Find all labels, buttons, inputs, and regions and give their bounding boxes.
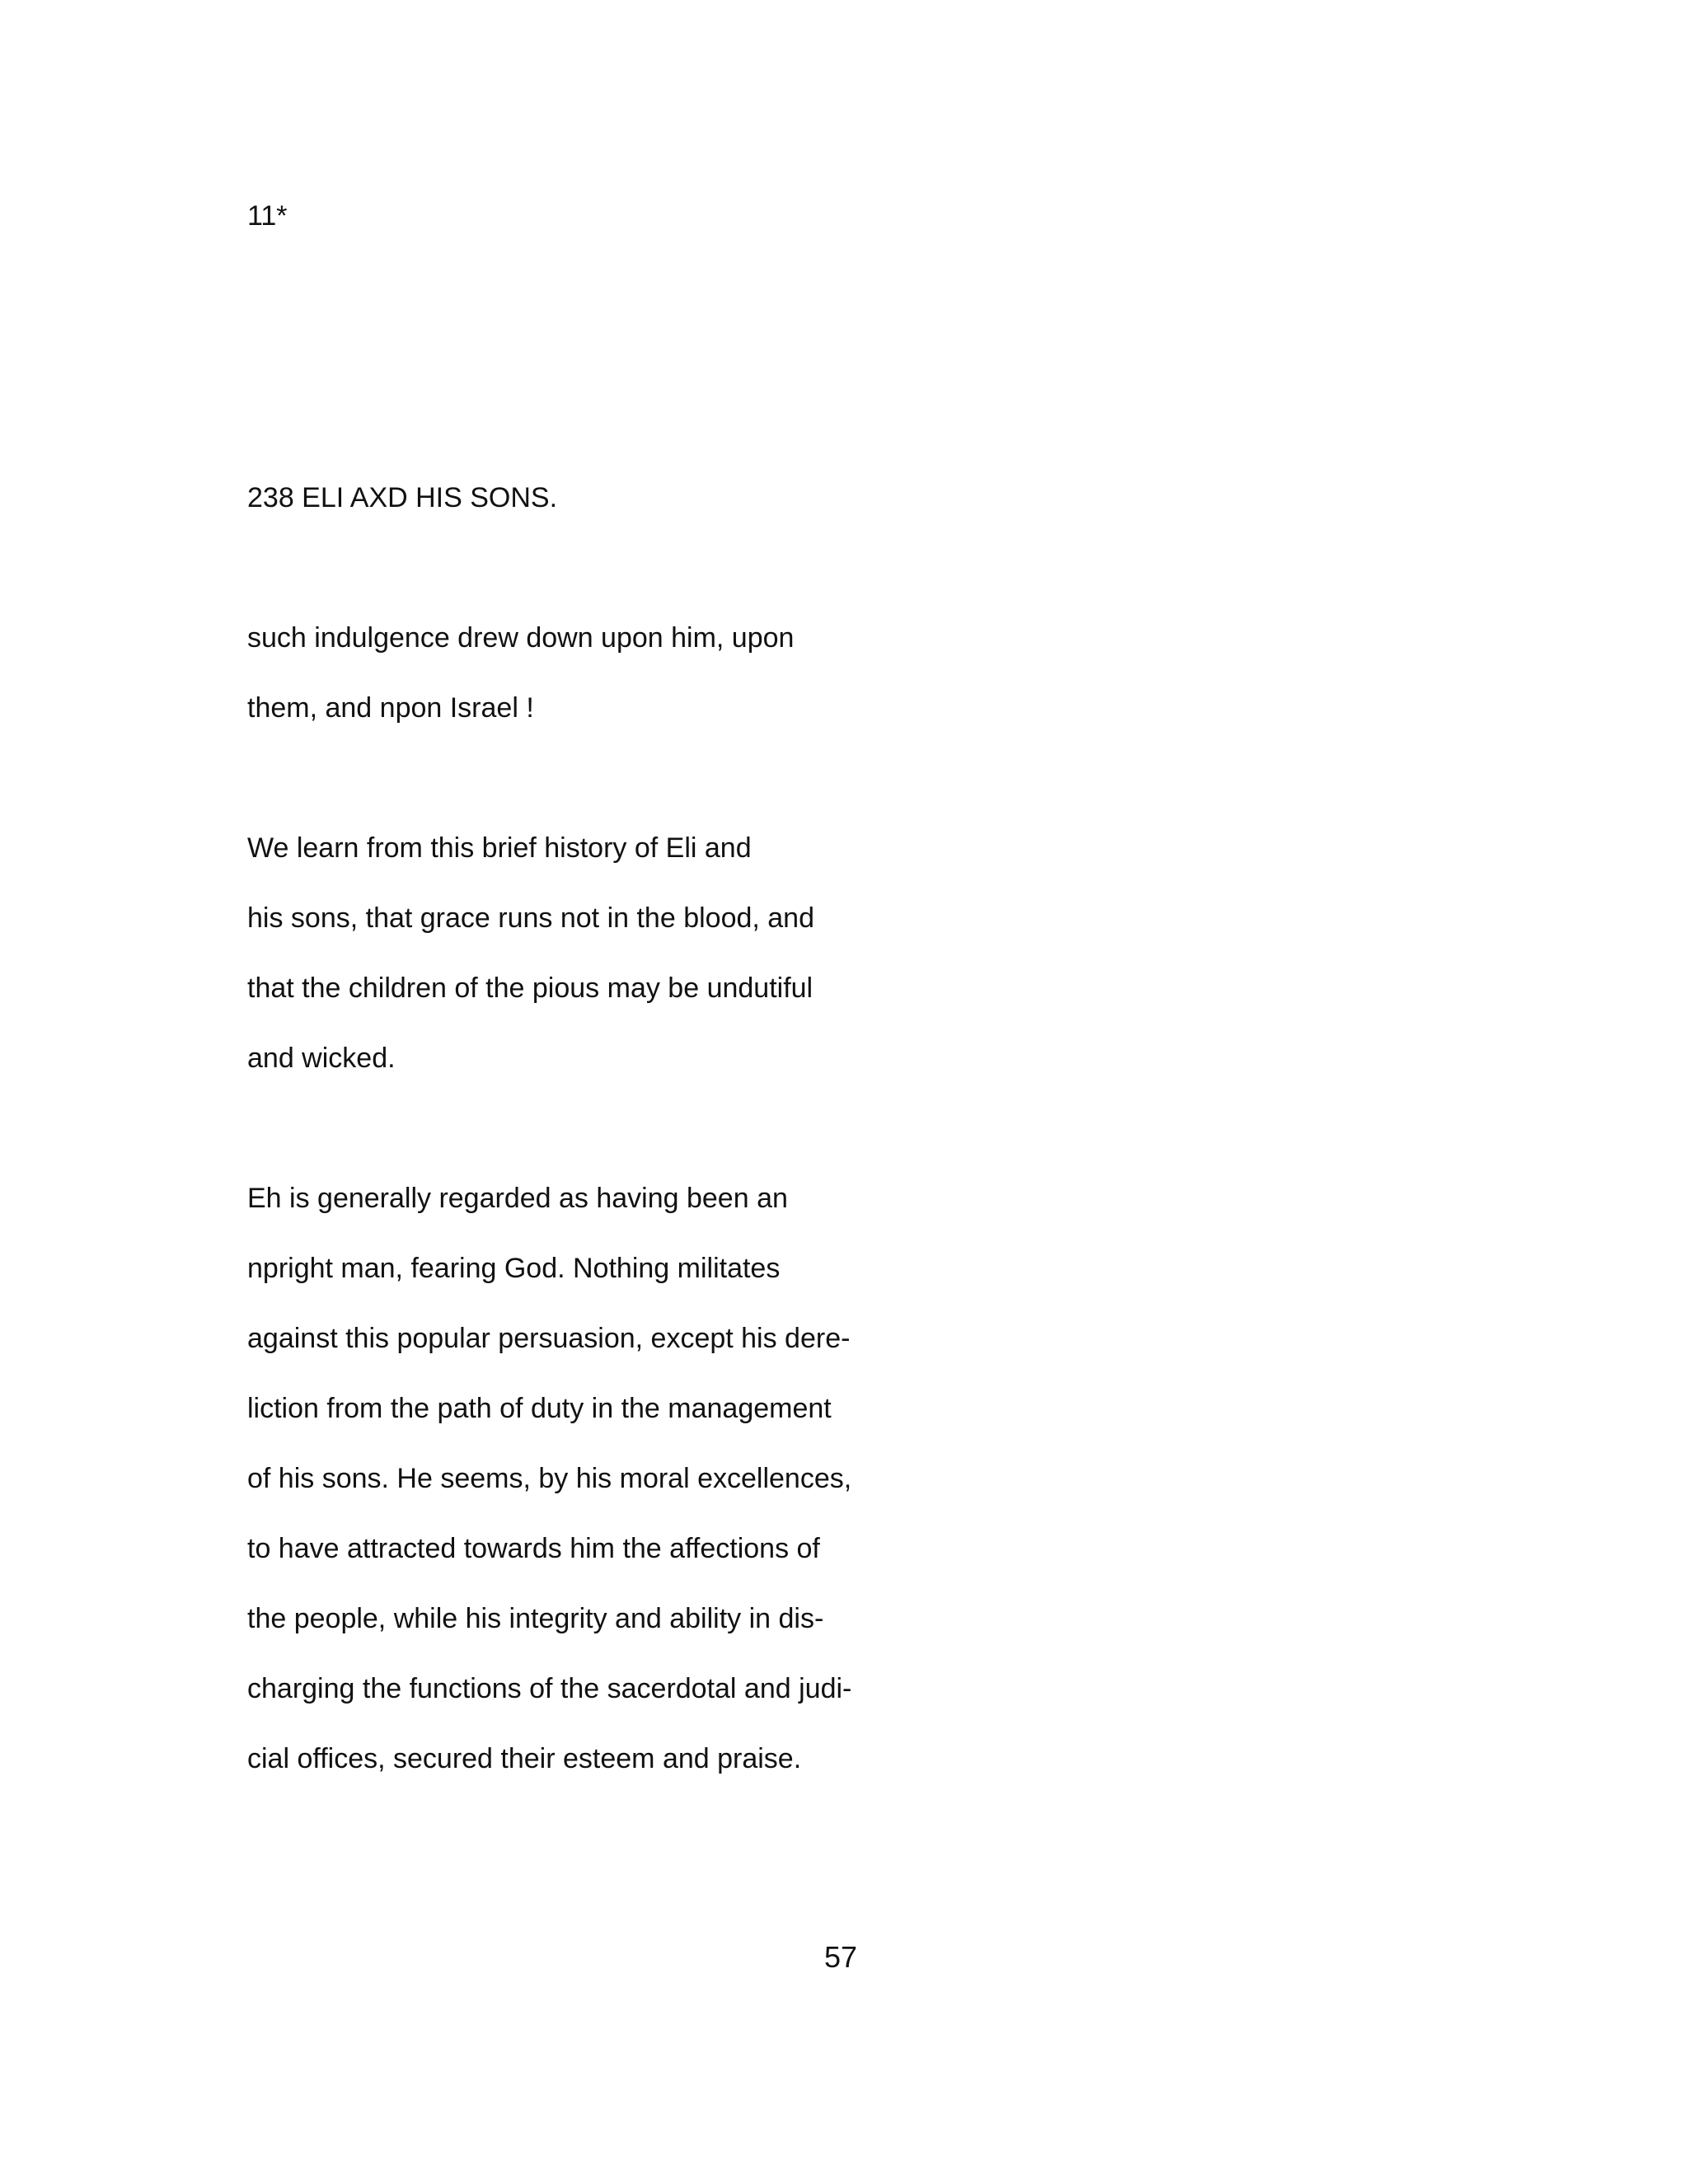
text-line: liction from the path of duty in the management bbox=[247, 1393, 832, 1424]
page-number: 57 bbox=[823, 1940, 858, 1974]
text-line: and wicked. bbox=[247, 1043, 396, 1074]
text-line: his sons, that grace runs not in the blood, and bbox=[247, 902, 815, 934]
text-line: npright man, fearing God. Nothing militates bbox=[247, 1253, 781, 1284]
text-line: cial offices, secured their esteem and praise. bbox=[247, 1743, 802, 1774]
text-line: Eh is generally regarded as having been an bbox=[247, 1183, 788, 1214]
text-line: charging the functions of the sacerdotal and judi- bbox=[247, 1673, 852, 1704]
text-line: that the children of the pious may be undutiful bbox=[247, 972, 814, 1004]
running-header: 238 ELI AXD HIS SONS. bbox=[247, 482, 558, 513]
text-line: of his sons. He seems, by his moral excellences, bbox=[247, 1463, 852, 1494]
text-line: to have attracted towards him the affections of bbox=[247, 1533, 820, 1564]
signature-mark: 11* bbox=[247, 200, 288, 232]
text-line: against this popular persuasion, except his dere- bbox=[247, 1323, 851, 1354]
text-line: We learn from this brief history of Eli and bbox=[247, 832, 752, 864]
text-line: them, and npon Israel ! bbox=[247, 692, 534, 724]
text-line: the people, while his integrity and ability in dis- bbox=[247, 1603, 824, 1634]
text-line: such indulgence drew down upon him, upon bbox=[247, 622, 795, 654]
